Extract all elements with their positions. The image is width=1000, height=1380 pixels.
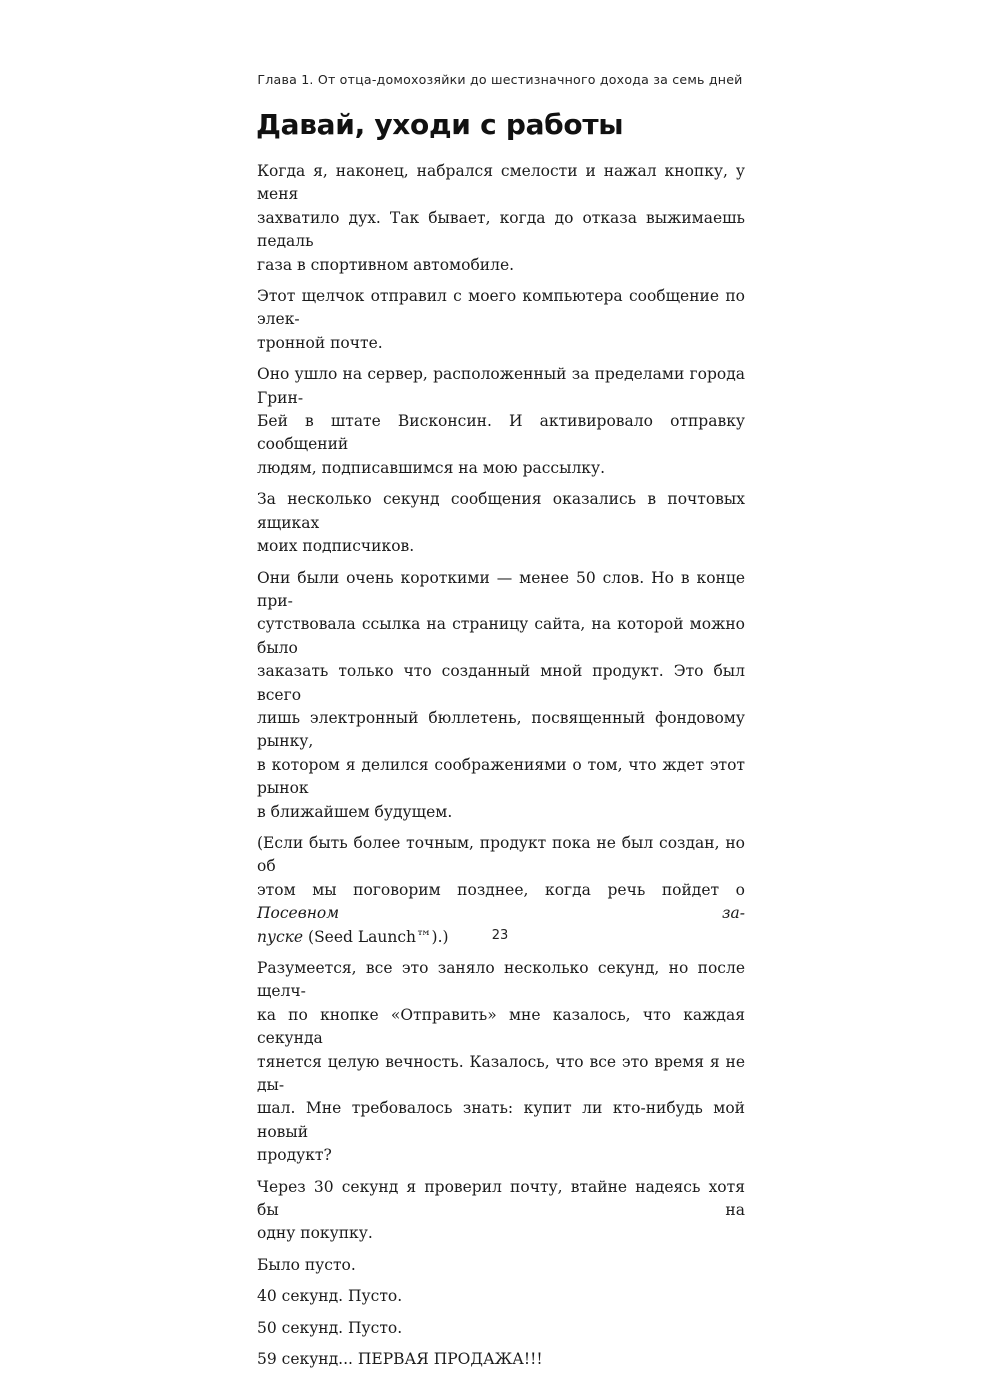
paragraph (257, 285, 745, 355)
italic-term: Посевном за- (257, 904, 745, 923)
text-line: тронной почте. (257, 333, 383, 352)
text-line: Оно ушло на сервер, расположенный за пределами города Грин- (257, 365, 745, 407)
text-line: моих подписчиков. (257, 537, 415, 556)
paragraph (257, 957, 745, 1168)
text-line: Когда я, наконец, набрался смелости и нажал кнопку, у меня (257, 162, 745, 204)
text-line: Разумеется, все это заняло несколько секунд, но после щелч- (257, 959, 745, 1001)
text-line: Этот щелчок отправил с моего компьютера сообщение по элек- (257, 287, 745, 329)
paragraph (257, 1176, 745, 1246)
text-line (257, 879, 745, 926)
paragraph (257, 363, 745, 480)
paragraph (257, 488, 745, 558)
text-line: 59 секунд... ПЕРВАЯ ПРОДАЖА!!! (257, 1350, 543, 1369)
text-line: (Если быть более точным, продукт пока не был создан, но об (257, 833, 745, 876)
text-line: ка по кнопке «Отправить» мне казалось, что каждая секунда (257, 1005, 745, 1048)
paragraph (257, 1317, 745, 1340)
text-line: в котором я делился соображениями о том, что ждет этот рынок (257, 755, 745, 798)
text-line: Они были очень короткими — менее 50 слов. Но в конце при- (257, 568, 745, 610)
text-line: 50 секунд. Пусто. (257, 1318, 403, 1337)
text-line: продукт? (257, 1146, 332, 1165)
section-heading: Давай, уходи с работы (256, 108, 624, 141)
running-header: Глава 1. От отца-домохозяйки до шестизначного дохода за семь дней (257, 72, 743, 87)
text-line: лишь электронный бюллетень, посвященный фондовому рынку, (257, 708, 745, 751)
page-number: 23 (491, 928, 509, 943)
text-line: За несколько секунд сообщения оказались в почтовых ящиках (257, 490, 745, 532)
text-run: этом мы поговорим позднее, когда речь пойдет о (257, 880, 745, 899)
text-line: одну покупку. (257, 1224, 373, 1243)
text-line: Было пусто. (257, 1255, 356, 1274)
body-text (257, 160, 745, 1380)
text-line: 40 секунд. Пусто. (257, 1287, 403, 1306)
text-line: заказать только что созданный мной продукт. Это был всего (257, 662, 745, 704)
text-line: людям, подписавшимся на мою рассылку. (257, 458, 606, 477)
paragraph (257, 160, 745, 277)
text-line: шал. Мне требовалось знать: купит ли кто-нибудь мой новый (257, 1099, 745, 1141)
text-line: Бей в штате Висконсин. И активировало отправку сообщений (257, 412, 745, 454)
italic-term: пуске (257, 927, 304, 946)
text-line: тянется целую вечность. Казалось, что все это время я не ды- (257, 1052, 745, 1095)
text-run: (Seed Launch™).) (303, 927, 449, 946)
text-line: в ближайшем будущем. (257, 802, 453, 821)
paragraph (257, 1285, 745, 1308)
text-line: захватило дух. Так бывает, когда до отказа выжимаешь педаль (257, 208, 745, 251)
text-line: газа в спортивном автомобиле. (257, 255, 515, 274)
text-line: сутствовала ссылка на страницу сайта, на которой можно было (257, 615, 745, 657)
paragraph (257, 1254, 745, 1277)
text-line: Через 30 секунд я проверил почту, втайне надеясь хотя бы на (257, 1177, 745, 1220)
paragraph (257, 567, 745, 824)
paragraph (257, 1348, 745, 1371)
